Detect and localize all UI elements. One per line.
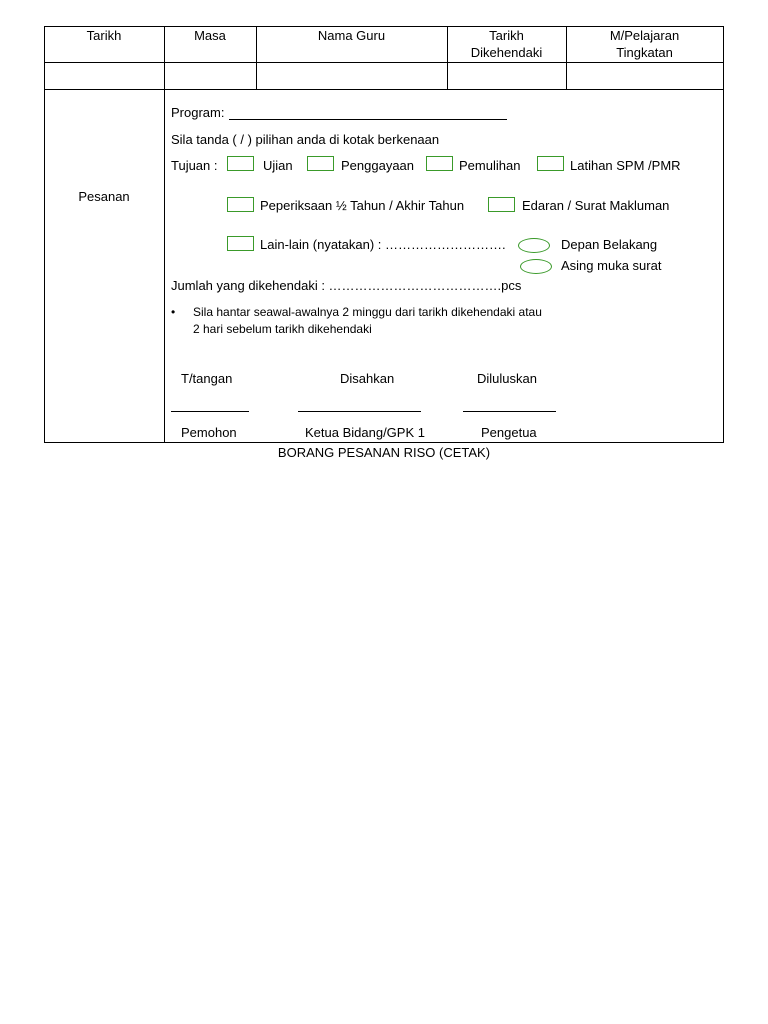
signature-line-ketua[interactable] (298, 411, 421, 412)
note-line-1: Sila hantar seawal-awalnya 2 minggu dari tarikh dikehendaki atau (193, 305, 542, 319)
instruction-text: Sila tanda ( / ) pilihan anda di kotak berkenaan (171, 132, 440, 147)
checkbox-lain-lain[interactable] (227, 236, 254, 251)
signature-line-pengetua[interactable] (463, 411, 556, 412)
signature-disahkan-label: Disahkan (340, 371, 395, 386)
option-lain-lain: Lain-lain (nyatakan) : ………………………. (260, 237, 506, 252)
program-label: Program: (171, 105, 225, 120)
checkbox-latihan[interactable] (537, 156, 564, 171)
note-line-2: 2 hari sebelum tarikh dikehendaki (193, 322, 372, 336)
checkbox-penggayaan[interactable] (307, 156, 334, 171)
cell-pelajaran-input[interactable] (567, 63, 723, 89)
option-latihan: Latihan SPM /PMR (570, 158, 681, 173)
header-tarikh-dikehendaki-1: Tarikh (489, 28, 524, 43)
option-penggayaan: Penggayaan (341, 158, 415, 173)
option-peperiksaan: Peperiksaan ½ Tahun / Akhir Tahun (260, 198, 465, 213)
cell-tarikh-dikehendaki-input[interactable] (448, 63, 566, 89)
option-asing-muka-surat: Asing muka surat (561, 258, 662, 273)
tujuan-label: Tujuan : (171, 158, 218, 173)
note-bullet: • (171, 305, 176, 319)
header-masa: Masa (194, 28, 226, 43)
checkbox-edaran[interactable] (488, 197, 515, 212)
signature-pemohon: Pemohon (181, 425, 237, 440)
checkbox-pemulihan[interactable] (426, 156, 453, 171)
program-underline[interactable] (229, 119, 507, 120)
header-tarikh: Tarikh (86, 28, 122, 43)
option-depan-belakang: Depan Belakang (561, 237, 658, 252)
pesanan-label: Pesanan (78, 189, 130, 204)
cell-nama-guru-input[interactable] (257, 63, 447, 89)
signature-line-pemohon[interactable] (171, 411, 249, 412)
option-pemulihan: Pemulihan (459, 158, 521, 173)
signature-diluluskan-label: Diluluskan (477, 371, 537, 386)
signature-ketua: Ketua Bidang/GPK 1 (305, 425, 425, 440)
header-nama-guru: Nama Guru (317, 28, 386, 43)
signature-pengetua: Pengetua (481, 425, 537, 440)
header-pelajaran-1: M/Pelajaran (609, 28, 680, 43)
signature-ttangan-label: T/tangan (181, 371, 233, 386)
table-right-border (723, 26, 724, 443)
checkbox-peperiksaan[interactable] (227, 197, 254, 212)
table-bottom-border (44, 442, 724, 443)
header-tarikh-dikehendaki-2: Dikehendaki (470, 45, 543, 60)
cell-masa-input[interactable] (165, 63, 256, 89)
form-title: BORANG PESANAN RISO (CETAK) (277, 445, 491, 460)
option-edaran: Edaran / Surat Makluman (522, 198, 670, 213)
radio-depan-belakang[interactable] (518, 238, 550, 253)
table-row-divider-2 (44, 89, 724, 90)
checkbox-ujian[interactable] (227, 156, 254, 171)
jumlah-text: Jumlah yang dikehendaki : ………………………………….pcs (171, 278, 522, 293)
cell-tarikh-input[interactable] (45, 63, 164, 89)
option-ujian: Ujian (263, 158, 293, 173)
table-top-border (44, 26, 724, 27)
radio-asing-muka-surat[interactable] (520, 259, 552, 274)
header-pelajaran-2: Tingkatan (616, 45, 673, 60)
